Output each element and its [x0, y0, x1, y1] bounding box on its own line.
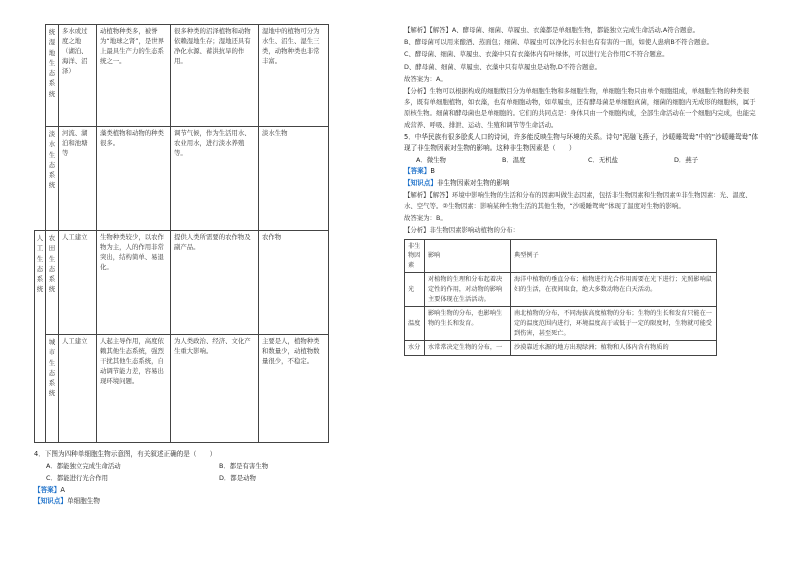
effect-cell: 水常常决定生物的分布，一 [425, 341, 511, 356]
right-column [404, 24, 760, 356]
analysis-paragraph: B、酵母菌可以用来酿酒、蒸面包；细菌、草履虫可以净化污水但也有有害的一面，如使人患病B不符合题意。 [404, 38, 714, 47]
vertical-char: 态 [48, 69, 56, 77]
vertical-char: 湿 [48, 38, 56, 47]
vertical-char: 水 [48, 140, 56, 149]
vertical-char: 市 [48, 348, 56, 357]
ecosystem-name [47, 129, 57, 191]
features-cell: 动植物种类多，被誉为“地球之肾”，是世界上最具生产力的生态系统之一。 [97, 25, 171, 127]
vertical-char: 系 [48, 275, 56, 283]
analysis-paragraph: C、酵母菌、细菌、草履虫、衣藻中只有衣藻体内有叶绿体，可以进行光合作用C不符合题意。 [404, 50, 669, 59]
answer-line [34, 485, 392, 496]
example-cell: 沙漠靠近水源的地方出现绿洲；植物和人体内含有物质的 [511, 341, 717, 356]
env-cell: 人工建立 [59, 231, 97, 335]
vertical-char: 城 [48, 338, 56, 346]
features-cell: 生物种类较少，以农作物为主，人的作用非常突出，结构简单、易退化。 [97, 231, 171, 335]
function-cell: 提供人类所需要的农作物及副产品。 [171, 231, 259, 335]
question-5 [404, 132, 760, 356]
option-c: C．都能进行光合作用 [46, 474, 108, 483]
vertical-char: 生 [48, 150, 56, 159]
vertical-char: 生 [36, 254, 44, 263]
answer-line [404, 166, 760, 177]
vertical-char: 统 [36, 285, 44, 294]
function-cell: 调节气候，作为生活用水、农业用水，进行淡水养殖等。 [171, 127, 259, 231]
group-label [36, 233, 44, 295]
analysis-paragraph: 【解析】【解答】A、酵母菌、细菌、草履虫、衣藻都是单细胞生物，都能独立完成生命活动,A符合题意。 [404, 26, 700, 34]
example-cell: 淡水生物 [259, 127, 329, 231]
function-cell: 很多种类的沼泽植物和动物依赖湿地生存；湿地还具有净化水源、蓄洪抗旱的作用。 [171, 25, 259, 127]
option-d: D．燕子 [674, 156, 699, 165]
ecosystem-name [47, 27, 57, 99]
vertical-char: 态 [48, 160, 56, 169]
answer-value: B [430, 167, 435, 176]
function-cell: 为人类政治、经济、文化产生重大影响。 [171, 335, 259, 443]
factor-table [404, 239, 717, 356]
answer-summary: 故答案为：A。 [404, 74, 447, 83]
analysis-paragraph: 【分析】生物可以根据构成的细胞数目分为单细胞生物和多细胞生物，单细胞生物只由单个细胞组成，单细胞生物的种类很多，既有单细胞植物，如衣藻，也有单细胞动物，如草履虫，还有酵母菌是单细胞真菌，细菌的细胞内无成形的细胞核，属于原核生物。细菌和酵母菌也是单细胞的。它们的共同点是：身体只由一个细胞构成，全部生命活动在一个细胞内完成，也能完成营养、呼吸、排泄、运动、生殖和调节等生命活动。 [404, 87, 756, 129]
analysis-paragraph: D、酵母菌、细菌、草履虫、衣藻中只有草履虫是动物,D不符合题意。 [404, 62, 602, 71]
ecosystem-name [47, 233, 57, 295]
factor-cell: 水分 [405, 341, 425, 356]
factor-cell: 温度 [405, 307, 425, 341]
header-cell: 典型例子 [511, 239, 717, 273]
vertical-char: 生 [48, 58, 56, 67]
knowledge-point-value: 单细胞生物 [66, 496, 100, 505]
vertical-char: 工 [36, 244, 44, 253]
vertical-char: 统 [48, 28, 56, 36]
features-cell: 藻类植物和动物的种类很多。 [97, 127, 171, 231]
vertical-char: 系 [36, 275, 44, 283]
ecosystem-table [34, 24, 393, 443]
question-stem: 4．下图为四种单细胞生物示意图，有关叙述正确的是（ ） [34, 450, 217, 458]
vertical-char: 生 [48, 358, 56, 367]
vertical-char: 人 [36, 234, 44, 242]
vertical-char: 态 [36, 264, 44, 273]
vertical-char: 统 [48, 181, 56, 190]
ecosystem-name-cell [46, 127, 59, 231]
table-row [35, 25, 393, 127]
example-cell: 农作物 [259, 231, 329, 335]
options-list [404, 154, 760, 166]
vertical-char: 系 [48, 379, 56, 387]
header-cell: 非生物因素 [405, 239, 425, 273]
vertical-char: 系 [48, 171, 56, 179]
knowledge-point-value: 非生物因素对生物的影响 [436, 178, 510, 187]
ecosystem-name-cell [46, 231, 59, 335]
analysis-paragraph: 【解析】【解答】环境中影响生物的生活和分布的因素叫做生态因素，包括非生物因素和生物因素①非生物因素：光、温度、水、空气等。②生物因素：影响某种生物生活的其他生物，“沙暖睡鸳鸯”体现了温度对生物的影响。 [404, 190, 752, 211]
table-row [35, 127, 393, 231]
knowledge-point-line [34, 496, 392, 507]
option-b: B．温度 [502, 156, 526, 165]
group-label-cell [35, 231, 46, 443]
table-row [405, 307, 717, 341]
knowledge-point-label: 【知识点】 [34, 496, 67, 505]
ecosystem-name [47, 337, 57, 399]
env-cell: 多水或过度之地（湖泊、海洋、沼泽） [59, 25, 97, 127]
effect-cell: 对植物的生理和分布起着决定性的作用，对动物的影响主要体现在生活活动。 [425, 273, 511, 307]
vertical-char: 统 [48, 285, 56, 294]
env-cell: 人工建立 [59, 335, 97, 443]
answer-value: A [60, 485, 65, 494]
answer-summary: 故答案为：B。 [404, 214, 447, 223]
analysis-heading: 【分析】非生物因素影响动植物的分布： [404, 226, 520, 235]
features-cell: 人起主导作用，高度依赖其他生态系统，强烈干扰其他生态系统，自动调节能力差，容易出现环境问题。 [97, 335, 171, 443]
example-cell: 主要是人，植物种类和数量少，动植物数量很少，不稳定。 [259, 335, 329, 443]
knowledge-point-line [404, 178, 760, 189]
question-stem: 5．中华民族有很多脍炙人口的诗词，许多能反映生物与环境的关系。诗句“泥融飞燕子，沙暖睡鸳鸯”中的“沙暖睡鸳鸯”体现了非生物因素对生物的影响。这种非生物因素是（ ） [404, 132, 759, 153]
table-row [405, 341, 717, 356]
vertical-char: 态 [48, 368, 56, 377]
vertical-char: 田 [48, 244, 56, 253]
question-4 [34, 449, 392, 507]
ecosystem-name-cell [46, 335, 59, 443]
option-d: D．都是动物 [219, 474, 256, 483]
options-list [34, 460, 392, 484]
option-a: A．微生物 [416, 156, 446, 165]
table-row [35, 231, 393, 335]
vertical-char: 系 [48, 79, 56, 88]
knowledge-point-label: 【知识点】 [404, 178, 437, 187]
example-cell: 湿地中的植物可分为水生、沼生、湿生三类，动物种类也非常丰富。 [259, 25, 329, 127]
option-c: C．无机盐 [588, 156, 619, 165]
vertical-char: 生 [48, 254, 56, 263]
table-row [35, 335, 393, 443]
answer-label: 【答案】 [34, 485, 61, 494]
left-column [34, 24, 392, 507]
option-a: A．都能独立完成生命活动 [46, 462, 121, 471]
table-header-row [405, 239, 717, 273]
vertical-char: 统 [48, 389, 56, 398]
vertical-char: 统 [48, 89, 56, 98]
factor-cell: 光 [405, 273, 425, 307]
vertical-char: 地 [48, 48, 56, 57]
ecosystem-name-cell [46, 25, 59, 127]
effect-cell: 影响生物的分布，也影响生物的生长和发育。 [425, 307, 511, 341]
example-cell: 海洋中植物的垂直分布；植物进行光合作用需要在光下进行；光照影响鼠妇的生活，在夜间取食，绝大多数动物在白天活动。 [511, 273, 717, 307]
table-row [405, 273, 717, 307]
answer-label: 【答案】 [404, 167, 431, 176]
option-b: B．都是有害生物 [219, 462, 269, 471]
header-cell: 影响 [425, 239, 511, 273]
vertical-char: 农 [48, 234, 56, 242]
env-cell: 河流、湖泊和池塘等 [59, 127, 97, 231]
vertical-char: 淡 [48, 130, 56, 138]
vertical-char: 态 [48, 264, 56, 273]
example-cell: 南北植物的分布，不同海拔高度植物的分布；生物的生长和发育只能在一定的温度范围内进行，环境温度高于或低于一定的限度时，生物就可能受到伤害，甚至死亡。 [511, 307, 717, 341]
